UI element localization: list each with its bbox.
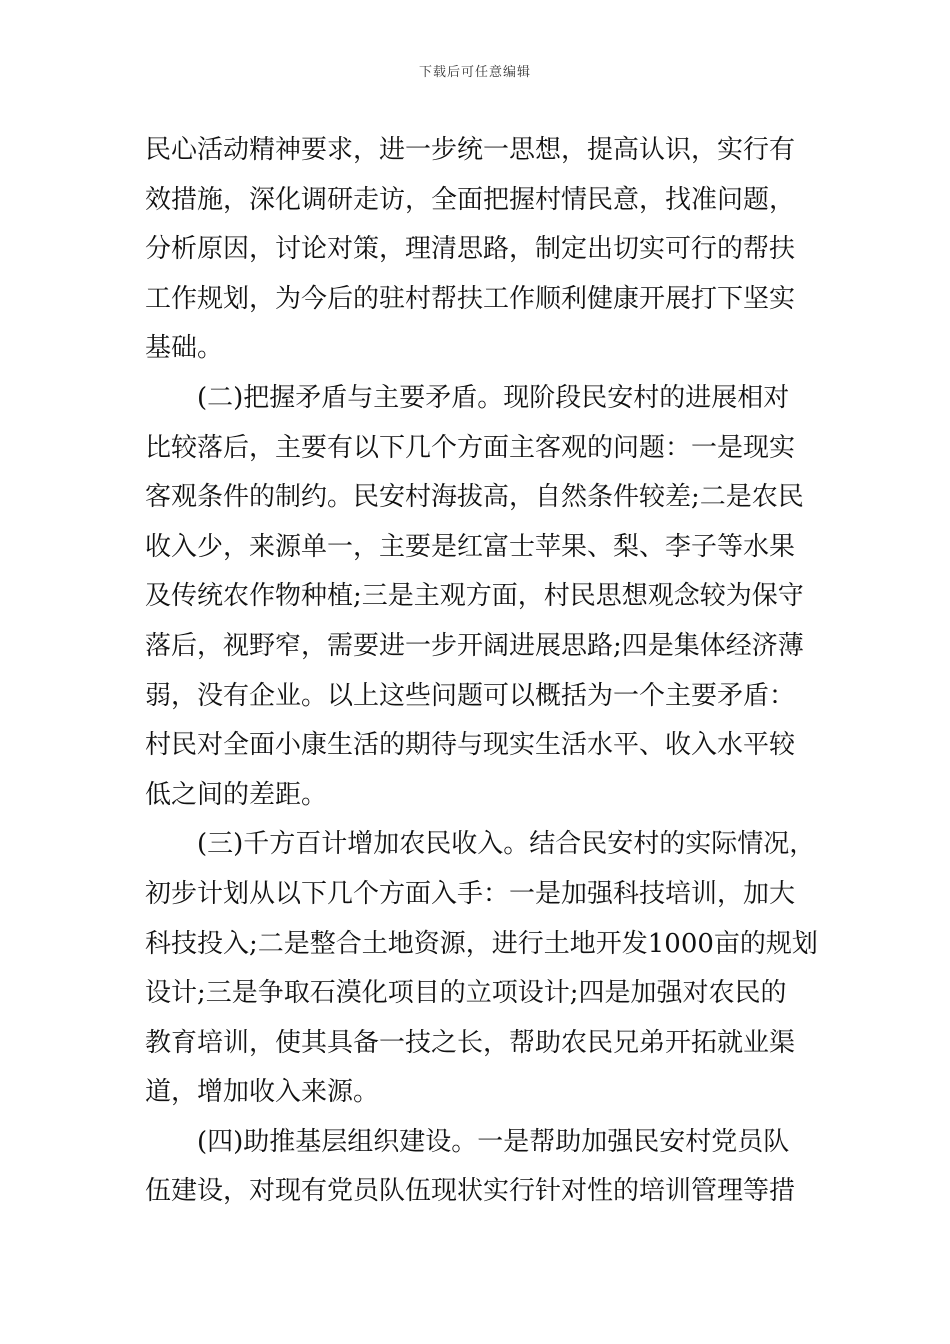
text-line: 工作规划，为今后的驻村帮扶工作顺利健康开展打下坚实 (145, 283, 796, 314)
text-line: 初步计划从以下几个方面入手：一是加强科技培训，加大 (145, 878, 796, 909)
page-header: 下载后可任意编辑 (418, 65, 531, 80)
text-line: 分析原因，讨论对策，理清思路，制定出切实可行的帮扶 (145, 234, 796, 265)
text-line: 落后，视野窄，需要进一步开阔进展思路;四是集体经济薄 (145, 630, 804, 661)
text-line: 低之间的差距。 (145, 779, 328, 810)
text-line: 民心活动精神要求，进一步统一思想，提高认识，实行有 (145, 135, 796, 165)
text-line: 教育培训，使其具备一技之长，帮助农民兄弟开拓就业渠 (145, 1027, 796, 1058)
text-line: 设计;三是争取石漠化项目的立项设计;四是加强对农民的 (145, 978, 787, 1009)
text-line: 效措施，深化调研走访，全面把握村情民意，找准问题， (145, 184, 796, 215)
text-line: 比较落后，主要有以下几个方面主客观的问题：一是现实 (145, 432, 796, 463)
text-line: 伍建设，对现有党员队伍现状实行针对性的培训管理等措 (145, 1176, 796, 1207)
paragraph-first-line: (二)把握矛盾与主要矛盾。现阶段民安村的进展相对 (197, 382, 790, 413)
text-line: 弱，没有企业。以上这些问题可以概括为一个主要矛盾： (145, 680, 796, 711)
paragraph-first-line: (四)助推基层组织建设。一是帮助加强民安村党员队 (197, 1126, 790, 1157)
text-line: 收入少，来源单一，主要是红富士苹果、梨、李子等水果 (145, 531, 796, 562)
text-line: 客观条件的制约。民安村海拔高，自然条件较差;二是农民 (145, 482, 804, 513)
text-line: 科技投入;二是整合土地资源，进行土地开发1000亩的规划 (145, 928, 818, 959)
text-line: 基础。 (145, 333, 224, 364)
text-line: 道，增加收入来源。 (145, 1077, 380, 1108)
text-line: 村民对全面小康生活的期待与现实生活水平、收入水平较 (145, 730, 796, 761)
document-body (145, 126, 818, 1217)
paragraph-first-line: (三)千方百计增加农民收入。结合民安村的实际情况， (197, 829, 816, 860)
text-line: 及传统农作物种植;三是主观方面，村民思想观念较为保守 (145, 581, 804, 612)
